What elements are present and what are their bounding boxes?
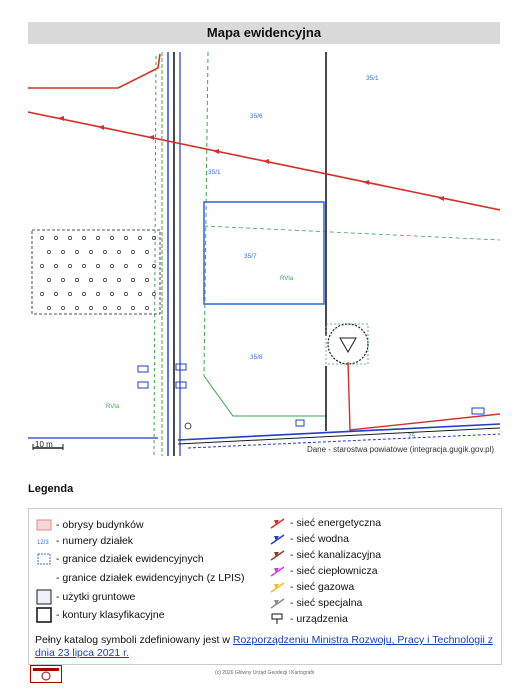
parcel-label: 75 <box>408 433 416 440</box>
parcel-label: 35/7 <box>244 253 257 260</box>
regulation-link[interactable]: Rozporządzeniu Ministra Rozwoju, Pracy i Technologii z dnia 23 lipca 2021 r. <box>35 634 493 659</box>
parcel-label: 35/1 <box>208 169 221 176</box>
water-network-icon <box>269 532 287 546</box>
page-title: Mapa ewidencyjna <box>28 22 500 44</box>
heating-network-icon <box>269 564 287 578</box>
legend-item-water: - sieć wodna <box>269 532 349 546</box>
scale-label: 10 m <box>35 440 53 449</box>
parcel-label: 35/8 <box>250 354 263 361</box>
legend-item-devices: - urządzenia <box>269 612 348 626</box>
legend-item-land-use: - użytki gruntowe <box>35 590 135 604</box>
classification-contour-icon <box>35 608 53 622</box>
device-icon <box>269 612 287 626</box>
legend-item-heating: - sieć ciepłownicza <box>269 564 378 578</box>
legend-item-sewer: - sieć kanalizacyjna <box>269 548 381 562</box>
parcel-label: 35/6 <box>250 113 263 120</box>
symbol-catalog-note: Pełny katalog symboli zdefiniowany jest w Rozporządzeniu Ministra Rozwoju, Pracy i Technologii z dnia 23 lipca 2021 r. <box>35 634 493 659</box>
legend-panel <box>28 508 502 665</box>
parcel-number-icon <box>35 534 53 548</box>
sewer-network-icon <box>269 548 287 562</box>
cadastral-map[interactable] <box>28 46 500 456</box>
land-use-label: RVIa <box>106 404 120 410</box>
land-use-label: RVIa <box>280 276 294 282</box>
legend-item-parcel-borders: - granice działek ewidencyjnych <box>35 552 204 566</box>
svg-text:12/3: 12/3 <box>37 540 49 546</box>
legend-item-parcel-numbers: 12/3 - numery działek <box>37 535 134 547</box>
legend-item-lpis-borders: - granice działek ewidencyjnych (z LPIS) <box>56 572 245 584</box>
gas-network-icon <box>269 580 287 594</box>
land-use-icon <box>35 590 53 604</box>
map-canvas <box>28 46 500 456</box>
special-network-icon <box>269 596 287 610</box>
map-credit: Dane - starostwa powiatowe (integracja.gugik.gov.pl) <box>306 445 494 454</box>
legend-title: Legenda <box>28 483 74 495</box>
power-network-icon <box>269 516 287 530</box>
building-outline-icon <box>35 518 53 532</box>
legend-item-power: - sieć energetyczna <box>269 516 381 530</box>
legend-item-classification: - kontury klasyfikacyjne <box>35 608 165 622</box>
parcel-border-icon <box>35 552 53 566</box>
legend-item-buildings: - obrysy budynków <box>35 518 144 532</box>
legend-item-gas: - sieć gazowa <box>269 580 354 594</box>
parcel-label: 35/1 <box>366 75 379 82</box>
footer-copyright: (c) 2026 Główny Urząd Geodezji i Kartografii <box>215 670 314 676</box>
legend-item-special: - sieć specjalna <box>269 596 362 610</box>
